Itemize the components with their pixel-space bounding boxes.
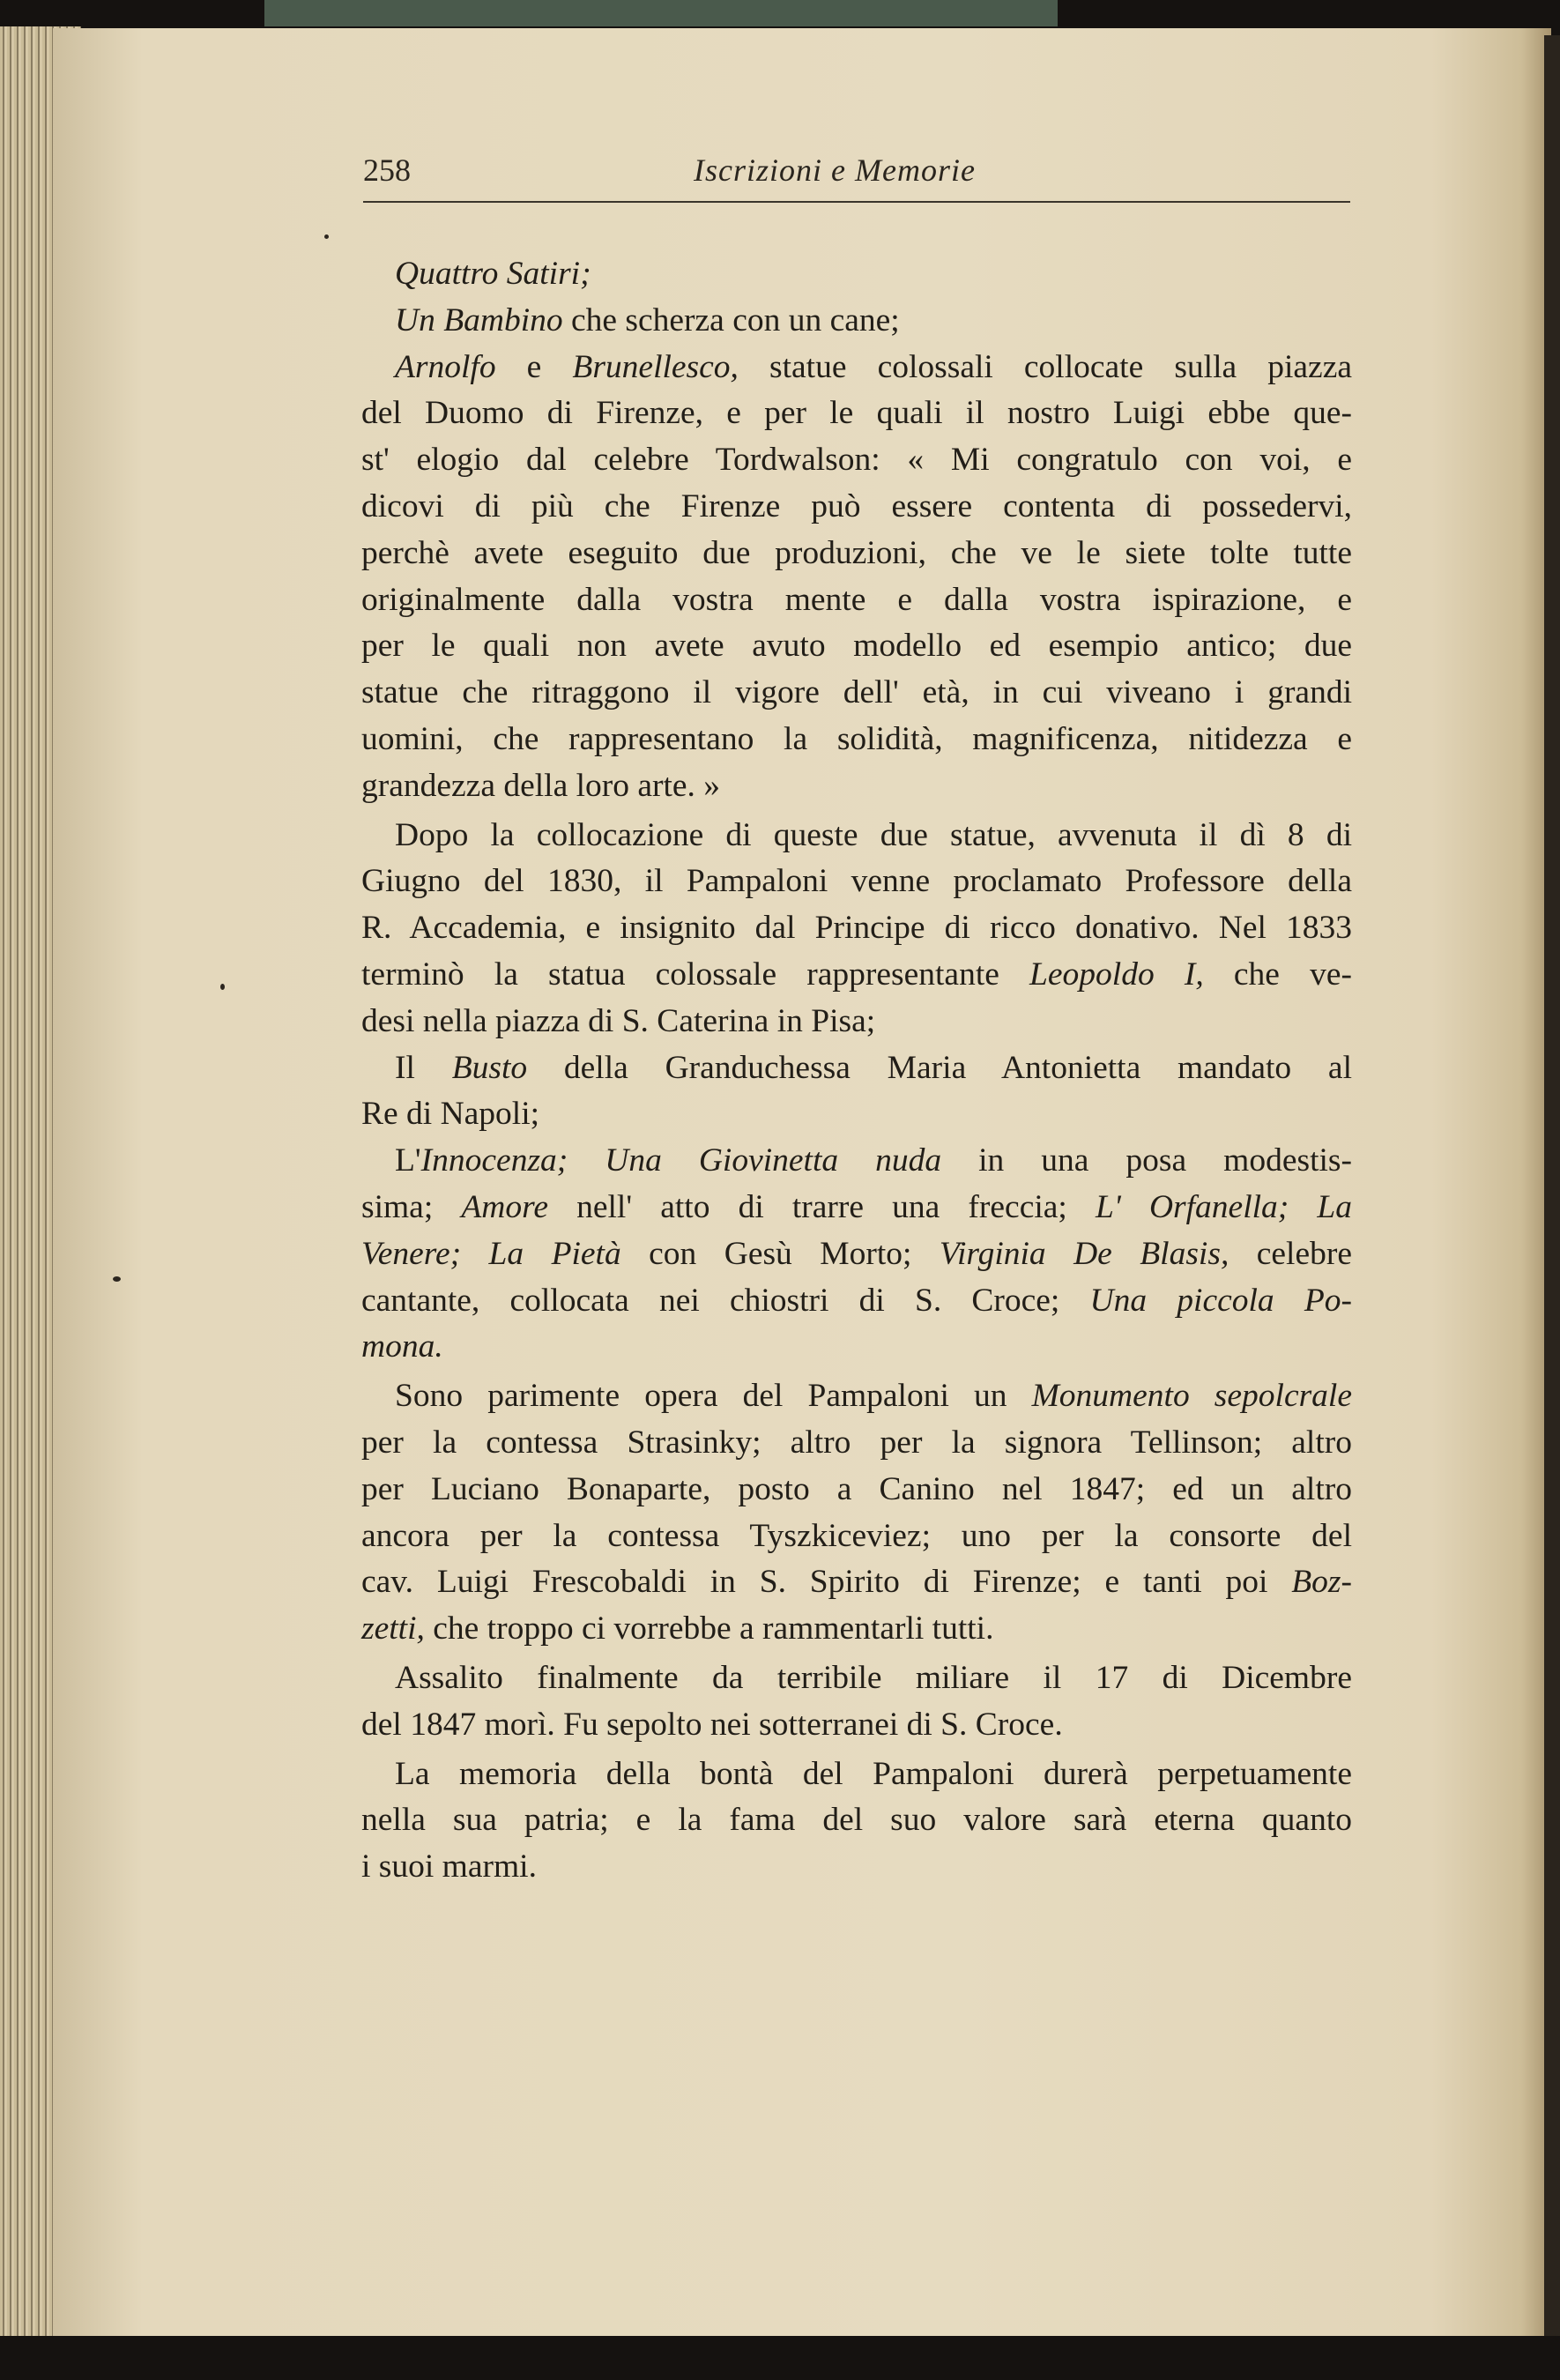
italic-text-run: Una piccola Po- — [1089, 1282, 1352, 1319]
italic-text-run: Venere; La Pietà — [361, 1235, 621, 1272]
text-run: Sono parimente opera del Pampaloni un — [395, 1378, 1032, 1415]
italic-text-run: zetti, — [361, 1610, 425, 1647]
text-line — [361, 577, 1352, 624]
text-line — [361, 251, 1352, 298]
text-line — [361, 1559, 1352, 1606]
body-text — [361, 251, 1352, 1891]
italic-text-run: Innocenza; Una Giovinetta nuda — [420, 1142, 942, 1179]
text-line — [361, 1231, 1352, 1278]
italic-text-run: Monumento sepolcrale — [1031, 1378, 1352, 1415]
text-line — [361, 859, 1352, 905]
text-run: Giugno del 1830, il Pampaloni venne proclamato Professore della — [361, 863, 1352, 900]
page-number: 258 — [363, 152, 411, 188]
text-line — [361, 1844, 1352, 1891]
text-run: desi nella piazza di S. Caterina in Pisa; — [361, 1002, 876, 1039]
text-line — [361, 1467, 1352, 1514]
italic-text-run: Amore — [461, 1188, 548, 1225]
text-line — [361, 1185, 1352, 1231]
text-run: statue colossali collocate sulla piazza — [738, 348, 1352, 385]
text-run: nell' atto di trarre una freccia; — [547, 1188, 1096, 1225]
text-run: L' — [395, 1142, 421, 1179]
text-run: Assalito finalmente da terribile miliare il 17 di Dicembre — [395, 1659, 1352, 1696]
text-run: uomini, che rappresentano la solidità, magnificenza, nitidezza e — [361, 720, 1352, 757]
italic-text-run: Arnolfo — [395, 348, 496, 385]
text-line — [361, 1797, 1352, 1844]
text-line — [361, 952, 1352, 999]
text-line — [361, 531, 1352, 577]
text-line — [361, 1324, 1352, 1371]
text-line — [361, 390, 1352, 437]
text-run: celebre — [1229, 1235, 1352, 1272]
text-run: cantante, collocata nei chiostri di S. Croce; — [361, 1282, 1090, 1319]
text-run: in una posa modestis- — [941, 1142, 1352, 1179]
running-title: Iscrizioni e Memorie — [694, 152, 976, 188]
text-run: Il — [395, 1049, 452, 1086]
text-run: i suoi marmi. — [361, 1848, 537, 1885]
text-run: che scherza con un cane; — [562, 301, 900, 338]
text-run: st' elogio dal celebre Tordwalson: « Mi congratulo con voi, e — [361, 442, 1352, 479]
text-line — [361, 1752, 1352, 1798]
text-run: perchè avete eseguito due produzioni, che ve le siete tolte tutte — [361, 534, 1352, 571]
text-run: e — [495, 348, 573, 385]
text-line — [361, 1514, 1352, 1560]
text-line — [361, 763, 1352, 810]
text-run: sima; — [361, 1188, 462, 1225]
text-line — [361, 1702, 1352, 1749]
italic-text-run: Virginia De Blasis, — [939, 1235, 1229, 1272]
italic-text-run: Boz- — [1291, 1564, 1352, 1601]
italic-text-run: Brunellesco, — [572, 348, 739, 385]
text-run: per Luciano Bonaparte, posto a Canino nel 1847; ed un altro — [361, 1470, 1352, 1507]
text-run: R. Accademia, e insignito dal Principe di ricco donativo. Nel 1833 — [361, 910, 1352, 947]
text-line — [361, 298, 1352, 345]
text-run: che ve- — [1203, 956, 1352, 993]
text-run: che troppo ci vorrebbe a rammentarli tutti. — [424, 1610, 994, 1647]
text-line — [361, 437, 1352, 484]
text-line — [361, 1138, 1352, 1185]
cover-edge — [264, 0, 1058, 26]
italic-text-run: Quattro Satiri; — [395, 256, 591, 292]
text-line — [361, 345, 1352, 391]
text-run: per le quali non avete avuto modello ed esempio antico; due — [361, 628, 1352, 665]
text-line — [361, 1373, 1352, 1420]
text-run: grandezza della loro arte. » — [361, 767, 721, 804]
text-line — [361, 1655, 1352, 1702]
text-run: Re di Napoli; — [361, 1096, 540, 1133]
ink-speck — [220, 984, 225, 990]
text-line — [361, 1045, 1352, 1092]
italic-text-run: Leopoldo I, — [1029, 956, 1204, 993]
text-line — [361, 905, 1352, 952]
italic-text-run: Busto — [451, 1049, 528, 1086]
text-line — [361, 1420, 1352, 1467]
text-line — [361, 484, 1352, 531]
text-line — [361, 1606, 1352, 1653]
italic-text-run: mona. — [361, 1328, 443, 1365]
ink-speck — [113, 1276, 121, 1282]
text-run: per la contessa Strasinky; altro per la signora Tellinson; altro — [361, 1424, 1352, 1461]
text-run: dicovi di più che Firenze può essere contenta di possedervi, — [361, 487, 1352, 524]
text-run: del Duomo di Firenze, e per le quali il nostro Luigi ebbe que- — [361, 395, 1352, 432]
text-run: ancora per la contessa Tyszkiceviez; uno per la consorte del — [361, 1517, 1352, 1554]
text-run: nella sua patria; e la fama del suo valore sarà eterna quanto — [361, 1802, 1352, 1839]
running-head — [363, 148, 1350, 203]
text-run: terminò la statua colossale rappresentante — [361, 956, 1030, 993]
text-run: La memoria della bontà del Pampaloni durerà perpetuamente — [395, 1755, 1352, 1792]
text-run: del 1847 morì. Fu sepolto nei sotterranei di S. Croce. — [361, 1706, 1063, 1743]
text-line — [361, 999, 1352, 1045]
italic-text-run: Un Bambino — [395, 301, 563, 338]
text-run: della Granduchessa Maria Antonietta mandato al — [527, 1049, 1352, 1086]
text-run: originalmente dalla vostra mente e dalla vostra ispirazione, e — [361, 581, 1352, 618]
italic-text-run: L' Orfanella; La — [1095, 1188, 1353, 1225]
text-run: Dopo la collocazione di queste due statue, avvenuta il dì 8 di — [395, 816, 1352, 853]
text-run: cav. Luigi Frescobaldi in S. Spirito di Firenze; e tanti poi — [361, 1564, 1292, 1601]
right-page-edge — [1544, 35, 1560, 2336]
text-line — [361, 813, 1352, 859]
text-line — [361, 717, 1352, 763]
text-line — [361, 1278, 1352, 1325]
text-run: statue che ritraggono il vigore dell' età, in cui viveano i grandi — [361, 674, 1352, 711]
text-line — [361, 670, 1352, 717]
text-line — [361, 1091, 1352, 1138]
text-line — [361, 623, 1352, 670]
text-run: con Gesù Morto; — [620, 1235, 940, 1272]
ink-speck — [324, 234, 329, 239]
